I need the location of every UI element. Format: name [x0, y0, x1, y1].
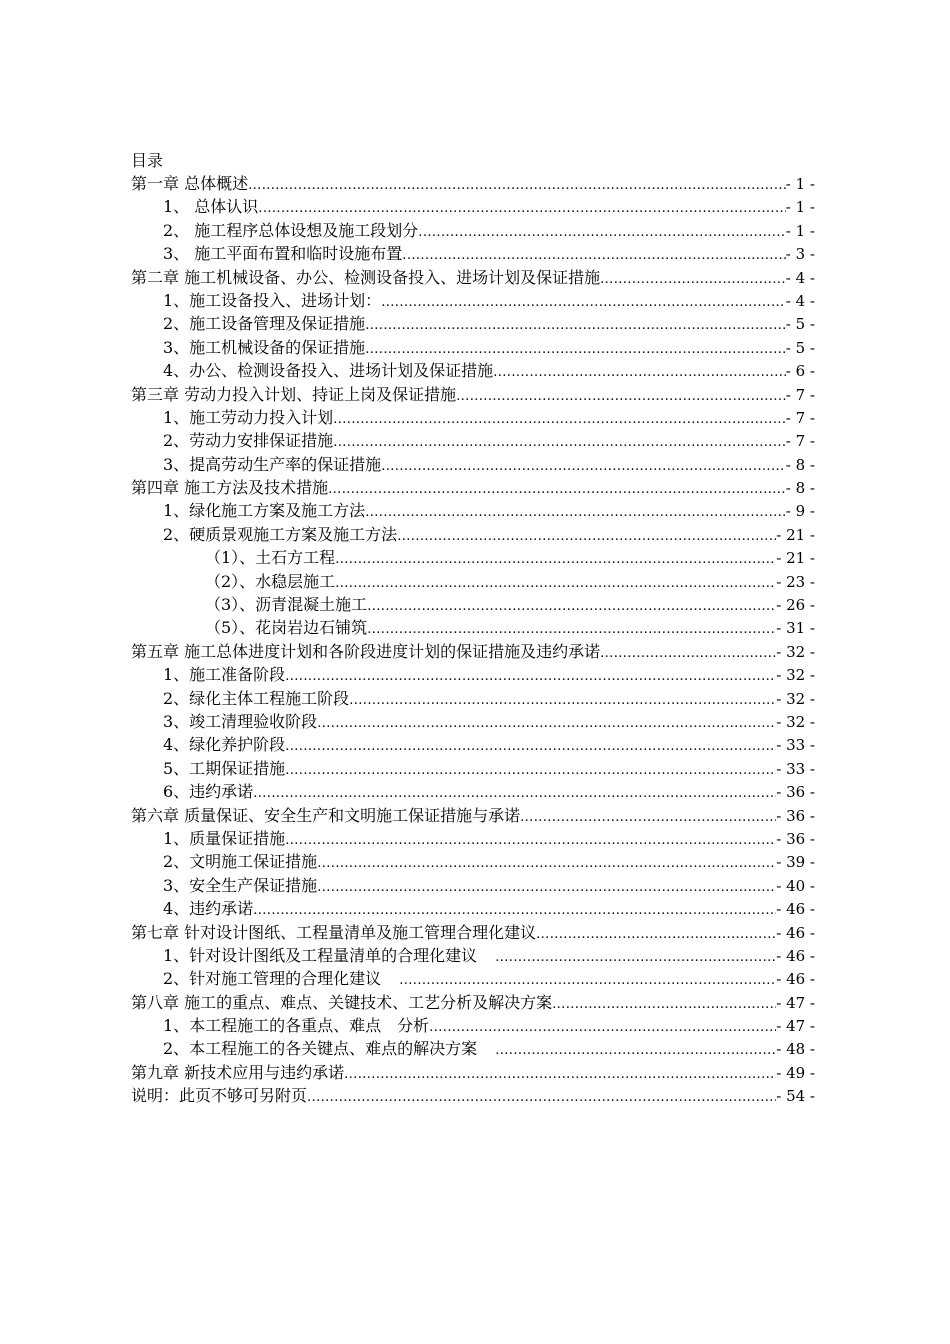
- toc-entry-page: - 21 -: [776, 525, 815, 544]
- toc-entry-page: - 46 -: [776, 900, 815, 919]
- toc-entry-page: - 5 -: [785, 338, 815, 357]
- toc-entry-label: 第九章 新技术应用与违约承诺: [131, 1062, 345, 1082]
- toc-entry-page: - 7 -: [785, 385, 815, 404]
- toc-entry[interactable]: [131, 453, 815, 476]
- toc-entry-label: 1、针对设计图纸及工程量清单的合理化建议: [163, 945, 478, 965]
- toc-leader-dots: [253, 780, 776, 803]
- toc-leader-dots: [258, 195, 786, 218]
- toc-entry[interactable]: [131, 827, 815, 850]
- toc-entry-page: - 3 -: [785, 245, 815, 264]
- toc-leader-dots: [317, 874, 776, 897]
- toc-entry-page: - 36 -: [776, 806, 815, 825]
- toc-leader-dots: [328, 476, 786, 499]
- toc-entry-label: 1、施工设备投入、进场计划：: [163, 290, 382, 310]
- toc-entry[interactable]: [131, 874, 815, 897]
- toc-entry[interactable]: [131, 944, 815, 967]
- toc-entry-label: 第四章 施工方法及技术措施: [131, 478, 329, 498]
- toc-entry[interactable]: [131, 640, 815, 663]
- toc-entry-page: - 32 -: [776, 666, 815, 685]
- toc-entry[interactable]: [131, 804, 815, 827]
- toc-entry-page: - 46 -: [776, 923, 815, 942]
- toc-entry[interactable]: [131, 710, 815, 733]
- toc-entry-label: 4、违约承诺: [163, 899, 254, 919]
- toc-entry-page: - 31 -: [776, 619, 815, 638]
- toc-leader-dots: [495, 944, 776, 967]
- toc-entry-label: 2、本工程施工的各关键点、难点的解决方案: [163, 1039, 478, 1059]
- toc-entry-page: - 23 -: [776, 572, 815, 591]
- toc-entry[interactable]: [131, 476, 815, 499]
- toc-entry[interactable]: [131, 1037, 815, 1060]
- toc-leader-dots: [285, 663, 776, 686]
- toc-entry[interactable]: [131, 616, 815, 639]
- toc-entry-page: - 47 -: [776, 993, 815, 1012]
- toc-entry-label: 3、竣工清理验收阶段: [163, 711, 318, 731]
- toc-title: 目录: [131, 151, 164, 170]
- toc-entry[interactable]: [131, 991, 815, 1014]
- toc-entry-label: 1、质量保证措施: [163, 828, 286, 848]
- toc-entry[interactable]: [131, 523, 815, 546]
- toc-entry-page: - 4 -: [785, 291, 815, 310]
- toc-entry-page: - 8 -: [785, 455, 815, 474]
- toc-entry-label: 说明：此页不够可另附页: [131, 1086, 308, 1106]
- toc-entry-page: - 9 -: [785, 502, 815, 521]
- toc-leader-dots: [365, 499, 786, 522]
- toc-entry[interactable]: [131, 242, 815, 265]
- toc-entry-page: - 21 -: [776, 549, 815, 568]
- toc-entry[interactable]: [131, 1084, 815, 1107]
- toc-entry-label: 1、施工准备阶段: [163, 665, 286, 685]
- toc-entry-label: 3、安全生产保证措施: [163, 875, 318, 895]
- toc-entry-label: 4、绿化养护阶段: [163, 735, 286, 755]
- toc-leader-dots: [365, 312, 786, 335]
- toc-entry-page: - 1 -: [785, 175, 815, 193]
- toc-entry-label: 4、办公、检测设备投入、进场计划及保证措施: [163, 361, 494, 381]
- toc-entry-label: 2、针对施工管理的合理化建议: [163, 969, 382, 989]
- toc-entry-label: 2、施工设备管理及保证措施: [163, 314, 366, 334]
- toc-entry-page: - 32 -: [776, 689, 815, 708]
- toc-leader-dots: [399, 967, 776, 990]
- table-of-contents: [131, 150, 815, 1108]
- toc-entry-page: - 54 -: [776, 1087, 815, 1106]
- toc-leader-dots: [429, 1014, 776, 1037]
- toc-entry[interactable]: [131, 195, 815, 218]
- toc-entry-label: 2、 施工程序总体设想及施工段划分: [163, 220, 419, 240]
- toc-entry-label: 1、绿化施工方案及施工方法: [163, 501, 366, 521]
- toc-entry-label: 第七章 针对设计图纸、工程量清单及施工管理合理化建议: [131, 922, 537, 942]
- toc-entry-label: 3、 施工平面布置和临时设施布置: [163, 244, 403, 264]
- toc-entry-page: - 7 -: [785, 432, 815, 451]
- toc-leader-dots: [600, 640, 776, 663]
- toc-entry-page: - 32 -: [776, 642, 815, 661]
- toc-entry[interactable]: [131, 897, 815, 920]
- toc-leader-dots: [397, 523, 776, 546]
- toc-entry-label: 第一章 总体概述: [131, 174, 249, 193]
- toc-leader-dots: [402, 242, 786, 265]
- toc-entry-label: （3）、沥青混凝土施工: [205, 595, 368, 615]
- toc-entry-label: （5）、花岗岩边石铺筑: [205, 618, 368, 638]
- toc-entry-page: - 48 -: [776, 1040, 815, 1059]
- toc-entry[interactable]: [131, 429, 815, 452]
- toc-entry-label: 1、 总体认识: [163, 197, 259, 217]
- toc-entry-label: 第六章 质量保证、安全生产和文明施工保证措施与承诺: [131, 805, 521, 825]
- toc-entry[interactable]: [131, 780, 815, 803]
- toc-entry-page: - 46 -: [776, 946, 815, 965]
- toc-entry[interactable]: [131, 967, 815, 990]
- toc-entry-label: 2、硬质景观施工方案及施工方法: [163, 524, 398, 544]
- toc-entry-page: - 26 -: [776, 596, 815, 615]
- toc-leader-dots: [349, 687, 776, 710]
- toc-leader-dots: [317, 710, 776, 733]
- toc-entry[interactable]: [131, 336, 815, 359]
- toc-leader-dots: [285, 733, 776, 756]
- toc-leader-dots: [317, 850, 776, 873]
- toc-entry-page: - 33 -: [776, 759, 815, 778]
- toc-entry-page: - 49 -: [776, 1063, 815, 1082]
- toc-entry[interactable]: [131, 172, 815, 195]
- toc-leader-dots: [285, 827, 776, 850]
- toc-entry[interactable]: [131, 499, 815, 522]
- toc-entry[interactable]: [131, 593, 815, 616]
- toc-leader-dots: [456, 383, 786, 406]
- toc-leader-dots: [367, 593, 776, 616]
- toc-entry[interactable]: [131, 359, 815, 382]
- toc-leader-dots: [333, 429, 786, 452]
- toc-leader-dots: [367, 616, 776, 639]
- toc-entry-page: - 6 -: [785, 362, 815, 381]
- toc-leader-dots: [253, 897, 776, 920]
- toc-entry-page: - 47 -: [776, 1017, 815, 1036]
- toc-entry[interactable]: [131, 921, 815, 944]
- toc-entry-label: 3、施工机械设备的保证措施: [163, 337, 366, 357]
- toc-leader-dots: [335, 570, 776, 593]
- toc-entry[interactable]: [131, 266, 815, 289]
- toc-entry-label: 1、施工劳动力投入计划: [163, 407, 334, 427]
- toc-leader-dots: [365, 336, 786, 359]
- toc-entry-page: - 33 -: [776, 736, 815, 755]
- toc-leader-dots: [495, 1037, 776, 1060]
- toc-leader-dots: [418, 219, 786, 242]
- toc-leader-dots: [493, 359, 786, 382]
- toc-leader-dots: [536, 921, 776, 944]
- toc-list: [131, 172, 815, 1108]
- toc-entry-label: 2、文明施工保证措施: [163, 852, 318, 872]
- toc-leader-dots: [333, 406, 786, 429]
- toc-entry-page: - 32 -: [776, 712, 815, 731]
- toc-entry[interactable]: [131, 663, 815, 686]
- toc-entry-page: - 5 -: [785, 315, 815, 334]
- toc-entry-label: 5、工期保证措施: [163, 758, 286, 778]
- toc-entry[interactable]: [131, 219, 815, 242]
- toc-entry-page: - 40 -: [776, 876, 815, 895]
- toc-entry-label: 3、提高劳动生产率的保证措施: [163, 454, 382, 474]
- toc-entry-label: 1、本工程施工的各重点、难点 分析: [163, 1016, 430, 1036]
- toc-entry[interactable]: [131, 1014, 815, 1037]
- toc-entry[interactable]: [131, 383, 815, 406]
- toc-entry-page: - 1 -: [785, 221, 815, 240]
- toc-entry-page: - 36 -: [776, 829, 815, 848]
- toc-leader-dots: [520, 804, 776, 827]
- toc-entry[interactable]: [131, 850, 815, 873]
- toc-entry-label: （2）、水稳层施工: [205, 571, 336, 591]
- toc-entry-label: 第八章 施工的重点、难点、关键技术、工艺分析及解决方案: [131, 992, 553, 1012]
- toc-entry[interactable]: [131, 757, 815, 780]
- toc-entry-page: - 7 -: [785, 408, 815, 427]
- toc-entry[interactable]: [131, 733, 815, 756]
- toc-entry[interactable]: [131, 312, 815, 335]
- toc-leader-dots: [344, 1061, 776, 1084]
- toc-leader-dots: [381, 289, 786, 312]
- toc-entry-label: （1）、土石方工程: [205, 548, 336, 568]
- toc-entry-page: - 46 -: [776, 970, 815, 989]
- toc-entry-page: - 39 -: [776, 853, 815, 872]
- toc-entry[interactable]: [131, 570, 815, 593]
- toc-leader-dots: [552, 991, 776, 1014]
- toc-entry[interactable]: [131, 546, 815, 569]
- toc-leader-dots: [600, 266, 786, 289]
- toc-leader-dots: [335, 546, 776, 569]
- toc-entry-label: 第二章 施工机械设备、办公、检测设备投入、进场计划及保证措施: [131, 267, 601, 287]
- toc-entry-page: - 8 -: [785, 479, 815, 498]
- toc-entry-label: 2、绿化主体工程施工阶段: [163, 688, 350, 708]
- toc-entry-label: 第三章 劳动力投入计划、持证上岗及保证措施: [131, 384, 457, 404]
- toc-leader-dots: [307, 1084, 776, 1107]
- toc-entry-page: - 1 -: [785, 198, 815, 217]
- toc-entry[interactable]: [131, 687, 815, 710]
- toc-leader-dots: [285, 757, 776, 780]
- toc-entry[interactable]: [131, 406, 815, 429]
- toc-entry[interactable]: [131, 1061, 815, 1084]
- toc-entry[interactable]: [131, 289, 815, 312]
- toc-entry-label: 2、劳动力安排保证措施: [163, 431, 334, 451]
- toc-entry-label: 第五章 施工总体进度计划和各阶段进度计划的保证措施及违约承诺: [131, 641, 601, 661]
- toc-entry-page: - 36 -: [776, 783, 815, 802]
- toc-leader-dots: [381, 453, 786, 476]
- toc-entry-label: 6、违约承诺: [163, 782, 254, 802]
- toc-entry-page: - 4 -: [785, 268, 815, 287]
- toc-leader-dots: [248, 172, 786, 195]
